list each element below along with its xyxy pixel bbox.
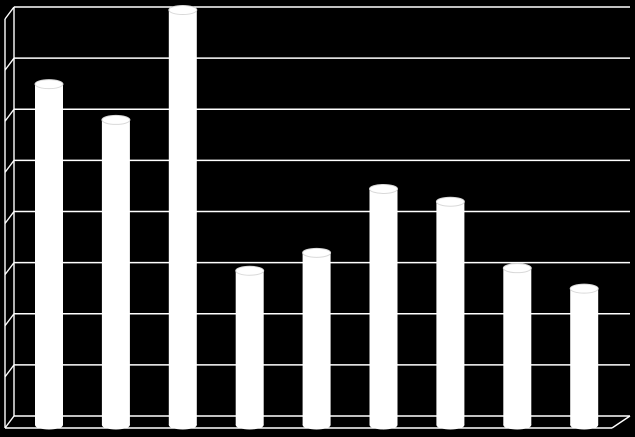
bar-base: [436, 421, 464, 430]
bar: [370, 184, 398, 429]
bar-top: [35, 80, 63, 89]
gridline-tick: [5, 58, 14, 70]
bar-body: [303, 253, 331, 425]
bar-base: [370, 421, 398, 430]
bar-top: [370, 184, 398, 193]
bar-body: [370, 189, 398, 425]
gridline-tick: [5, 109, 14, 121]
bar-top: [570, 284, 598, 293]
bars: [35, 6, 598, 430]
bar-base: [169, 421, 197, 430]
bar-base: [503, 421, 531, 430]
bar-base: [35, 421, 63, 430]
bar-top: [436, 197, 464, 206]
bar-top: [169, 6, 197, 15]
bar-body: [35, 84, 63, 425]
bar: [303, 248, 331, 429]
gridline-tick: [5, 7, 14, 19]
bar: [503, 264, 531, 430]
bar-body: [436, 202, 464, 425]
bar-top: [236, 266, 264, 275]
bar: [102, 115, 130, 429]
gridline-tick: [5, 160, 14, 172]
bar: [236, 266, 264, 429]
bar: [169, 6, 197, 430]
bar: [570, 284, 598, 429]
gridline-tick: [5, 314, 14, 326]
bar-base: [102, 421, 130, 430]
bar-top: [303, 248, 331, 257]
bar-body: [570, 289, 598, 425]
bar-base: [236, 421, 264, 430]
bar-base: [303, 421, 331, 430]
gridline-tick: [5, 263, 14, 275]
floor-right-edge: [612, 416, 630, 428]
gridline-tick: [5, 416, 14, 428]
bar-base: [570, 421, 598, 430]
bar-body: [236, 271, 264, 425]
gridline-tick: [5, 365, 14, 377]
gridline-tick: [5, 212, 14, 224]
bar-top: [503, 264, 531, 273]
bar: [436, 197, 464, 429]
bar-top: [102, 115, 130, 124]
bar-body: [169, 10, 197, 425]
bar-body: [503, 268, 531, 425]
bar: [35, 80, 63, 430]
bar-body: [102, 120, 130, 425]
